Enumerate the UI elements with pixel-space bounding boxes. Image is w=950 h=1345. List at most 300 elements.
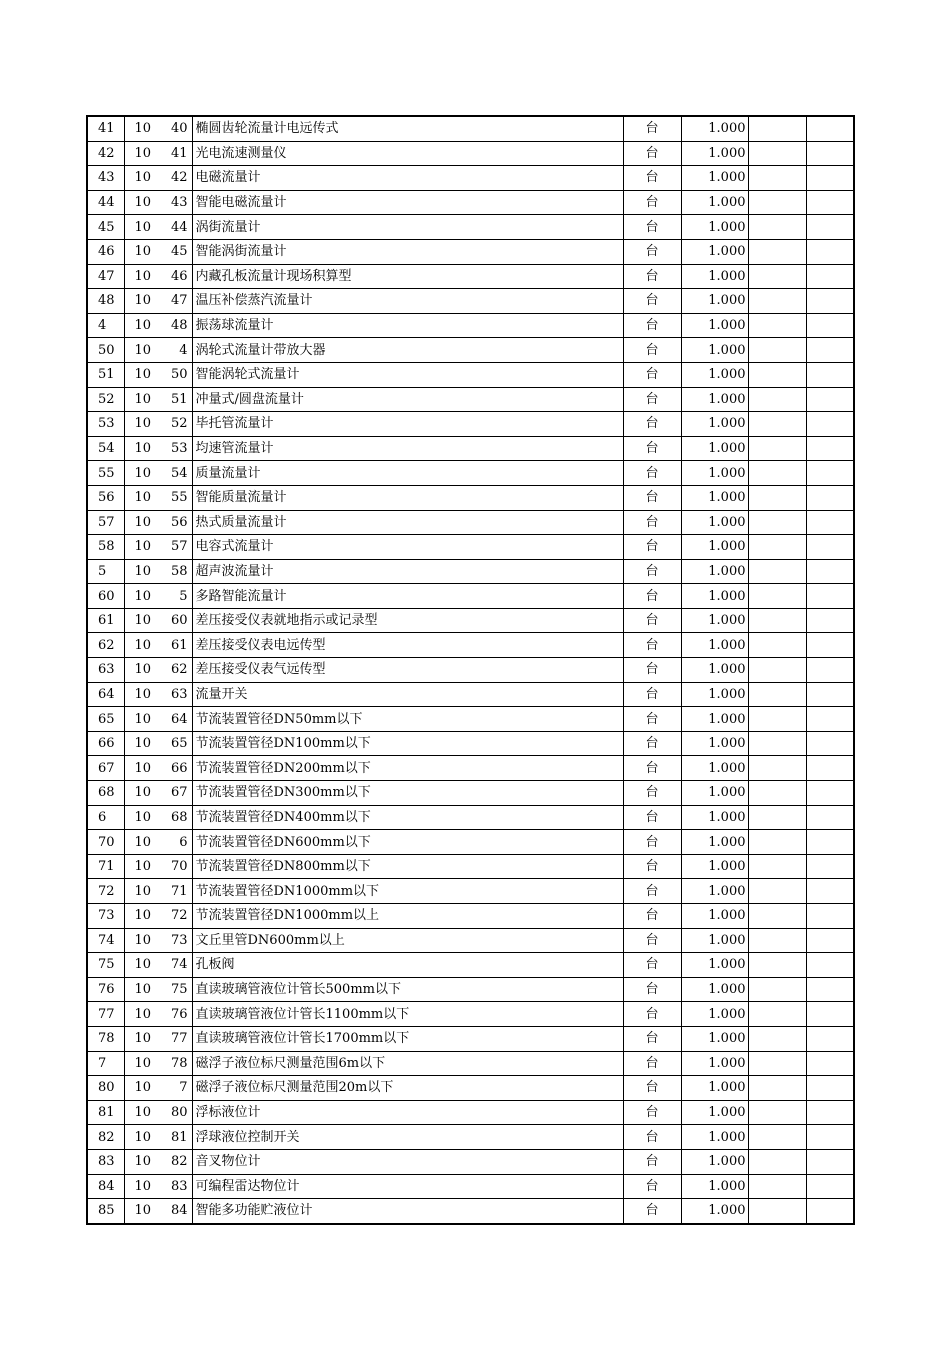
chapter-number-cell: 10 [124,510,161,535]
empty-cell [806,461,854,486]
unit-cell: 台 [623,1026,681,1051]
empty-cell [748,1026,806,1051]
quantity-cell: 1.000 [681,854,748,879]
chapter-number-cell: 10 [124,756,161,781]
item-name-cell: 孔板阀 [192,953,623,978]
empty-cell [748,461,806,486]
row-number-cell: 64 [87,682,124,707]
empty-cell [806,781,854,806]
row-number-cell: 74 [87,928,124,953]
empty-cell [806,756,854,781]
item-name-cell: 热式质量流量计 [192,510,623,535]
item-name-cell: 多路智能流量计 [192,584,623,609]
empty-cell [806,633,854,658]
empty-cell [748,141,806,166]
table-row [87,1051,854,1076]
item-name-cell: 直读玻璃管液位计管长500mm以下 [192,977,623,1002]
empty-cell [806,559,854,584]
quantity-cell: 1.000 [681,584,748,609]
row-number-cell: 55 [87,461,124,486]
item-number-cell: 65 [161,731,192,756]
unit-cell: 台 [623,510,681,535]
quantity-cell: 1.000 [681,608,748,633]
item-number-cell: 83 [161,1174,192,1199]
unit-cell: 台 [623,756,681,781]
quantity-cell: 1.000 [681,805,748,830]
quantity-cell: 1.000 [681,1051,748,1076]
empty-cell [806,830,854,855]
empty-cell [806,485,854,510]
table-row [87,608,854,633]
item-number-cell: 64 [161,707,192,732]
row-number-cell: 6 [87,805,124,830]
empty-cell [806,1100,854,1125]
chapter-number-cell: 10 [124,141,161,166]
chapter-number-cell: 10 [124,633,161,658]
quantity-cell: 1.000 [681,166,748,191]
empty-cell [806,1002,854,1027]
row-number-cell: 63 [87,658,124,683]
empty-cell [748,658,806,683]
table-row [87,1174,854,1199]
item-name-cell: 节流装置管径DN800mm以下 [192,854,623,879]
empty-cell [806,584,854,609]
empty-cell [806,166,854,191]
item-number-cell: 57 [161,535,192,560]
table-row [87,953,854,978]
empty-cell [806,116,854,141]
item-number-cell: 67 [161,781,192,806]
empty-cell [748,756,806,781]
item-name-cell: 磁浮子液位标尺测量范围20m以下 [192,1076,623,1101]
quantity-cell: 1.000 [681,682,748,707]
empty-cell [806,1149,854,1174]
item-name-cell: 节流装置管径DN300mm以下 [192,781,623,806]
chapter-number-cell: 10 [124,584,161,609]
empty-cell [806,412,854,437]
empty-cell [806,1174,854,1199]
table-row [87,731,854,756]
quantity-cell: 1.000 [681,879,748,904]
item-number-cell: 76 [161,1002,192,1027]
row-number-cell: 5 [87,559,124,584]
item-number-cell: 50 [161,362,192,387]
empty-cell [748,953,806,978]
row-number-cell: 60 [87,584,124,609]
empty-cell [748,535,806,560]
item-name-cell: 节流装置管径DN1000mm以上 [192,904,623,929]
unit-cell: 台 [623,1100,681,1125]
chapter-number-cell: 10 [124,362,161,387]
item-number-cell: 81 [161,1125,192,1150]
table-row [87,559,854,584]
chapter-number-cell: 10 [124,190,161,215]
item-number-cell: 56 [161,510,192,535]
empty-cell [806,362,854,387]
item-number-cell: 46 [161,264,192,289]
quantity-cell: 1.000 [681,904,748,929]
table-row [87,362,854,387]
item-number-cell: 74 [161,953,192,978]
row-number-cell: 61 [87,608,124,633]
item-name-cell: 椭圆齿轮流量计电远传式 [192,116,623,141]
table-row [87,781,854,806]
row-number-cell: 81 [87,1100,124,1125]
empty-cell [748,977,806,1002]
item-name-cell: 节流装置管径DN50mm以下 [192,707,623,732]
item-name-cell: 节流装置管径DN600mm以下 [192,830,623,855]
table-body [87,116,854,1224]
quantity-cell: 1.000 [681,116,748,141]
chapter-number-cell: 10 [124,1149,161,1174]
row-number-cell: 80 [87,1076,124,1101]
row-number-cell: 48 [87,289,124,314]
unit-cell: 台 [623,854,681,879]
unit-cell: 台 [623,1199,681,1224]
item-name-cell: 智能涡轮式流量计 [192,362,623,387]
table-row [87,436,854,461]
quantity-cell: 1.000 [681,781,748,806]
quantity-cell: 1.000 [681,1076,748,1101]
empty-cell [748,854,806,879]
chapter-number-cell: 10 [124,166,161,191]
chapter-number-cell: 10 [124,313,161,338]
empty-cell [748,633,806,658]
unit-cell: 台 [623,953,681,978]
item-number-cell: 55 [161,485,192,510]
item-name-cell: 差压接受仪表电远传型 [192,633,623,658]
item-name-cell: 浮标液位计 [192,1100,623,1125]
chapter-number-cell: 10 [124,781,161,806]
table-row [87,1149,854,1174]
unit-cell: 台 [623,215,681,240]
table-row [87,928,854,953]
table-row [87,166,854,191]
row-number-cell: 54 [87,436,124,461]
table-row [87,535,854,560]
empty-cell [748,510,806,535]
unit-cell: 台 [623,313,681,338]
unit-cell: 台 [623,1149,681,1174]
table-row [87,1125,854,1150]
table-row [87,338,854,363]
item-name-cell: 振荡球流量计 [192,313,623,338]
empty-cell [806,904,854,929]
row-number-cell: 56 [87,485,124,510]
empty-cell [748,1149,806,1174]
quantity-cell: 1.000 [681,215,748,240]
quantity-cell: 1.000 [681,1149,748,1174]
unit-cell: 台 [623,1174,681,1199]
item-number-cell: 77 [161,1026,192,1051]
quantity-cell: 1.000 [681,928,748,953]
item-number-cell: 4 [161,338,192,363]
empty-cell [748,904,806,929]
item-number-cell: 6 [161,830,192,855]
chapter-number-cell: 10 [124,928,161,953]
item-name-cell: 磁浮子液位标尺测量范围6m以下 [192,1051,623,1076]
quantity-cell: 1.000 [681,461,748,486]
table-row [87,756,854,781]
chapter-number-cell: 10 [124,412,161,437]
table-row [87,584,854,609]
item-number-cell: 43 [161,190,192,215]
chapter-number-cell: 10 [124,805,161,830]
table-row [87,633,854,658]
item-name-cell: 浮球液位控制开关 [192,1125,623,1150]
chapter-number-cell: 10 [124,461,161,486]
quantity-cell: 1.000 [681,658,748,683]
empty-cell [806,658,854,683]
unit-cell: 台 [623,1051,681,1076]
empty-cell [806,1051,854,1076]
item-number-cell: 66 [161,756,192,781]
table-row [87,658,854,683]
row-number-cell: 44 [87,190,124,215]
quantity-cell: 1.000 [681,362,748,387]
item-number-cell: 70 [161,854,192,879]
item-name-cell: 涡轮式流量计带放大器 [192,338,623,363]
table-row [87,707,854,732]
row-number-cell: 50 [87,338,124,363]
quantity-cell: 1.000 [681,190,748,215]
empty-cell [806,215,854,240]
item-name-cell: 差压接受仪表气远传型 [192,658,623,683]
quantity-cell: 1.000 [681,1174,748,1199]
table-row [87,215,854,240]
item-name-cell: 冲量式/圆盘流量计 [192,387,623,412]
quantity-cell: 1.000 [681,559,748,584]
quantity-cell: 1.000 [681,1100,748,1125]
empty-cell [748,928,806,953]
item-name-cell: 光电流速测量仪 [192,141,623,166]
row-number-cell: 42 [87,141,124,166]
item-number-cell: 80 [161,1100,192,1125]
quantity-cell: 1.000 [681,141,748,166]
empty-cell [748,584,806,609]
item-number-cell: 45 [161,239,192,264]
quantity-cell: 1.000 [681,953,748,978]
empty-cell [806,510,854,535]
unit-cell: 台 [623,658,681,683]
empty-cell [806,338,854,363]
quantity-cell: 1.000 [681,289,748,314]
item-name-cell: 超声波流量计 [192,559,623,584]
quantity-cell: 1.000 [681,756,748,781]
item-number-cell: 82 [161,1149,192,1174]
item-number-cell: 78 [161,1051,192,1076]
unit-cell: 台 [623,633,681,658]
row-number-cell: 71 [87,854,124,879]
empty-cell [806,1199,854,1224]
chapter-number-cell: 10 [124,116,161,141]
row-number-cell: 76 [87,977,124,1002]
empty-cell [806,854,854,879]
chapter-number-cell: 10 [124,1125,161,1150]
item-number-cell: 60 [161,608,192,633]
item-name-cell: 智能电磁流量计 [192,190,623,215]
chapter-number-cell: 10 [124,830,161,855]
item-number-cell: 68 [161,805,192,830]
unit-cell: 台 [623,264,681,289]
unit-cell: 台 [623,190,681,215]
empty-cell [748,682,806,707]
unit-cell: 台 [623,584,681,609]
empty-cell [806,707,854,732]
quantity-cell: 1.000 [681,338,748,363]
unit-cell: 台 [623,904,681,929]
quantity-cell: 1.000 [681,485,748,510]
quantity-cell: 1.000 [681,239,748,264]
table-row [87,682,854,707]
empty-cell [748,707,806,732]
table-row [87,904,854,929]
unit-cell: 台 [623,1076,681,1101]
empty-cell [748,1076,806,1101]
empty-cell [748,412,806,437]
unit-cell: 台 [623,830,681,855]
table-row [87,1002,854,1027]
empty-cell [748,781,806,806]
empty-cell [806,805,854,830]
chapter-number-cell: 10 [124,1199,161,1224]
empty-cell [748,485,806,510]
item-name-cell: 节流装置管径DN100mm以下 [192,731,623,756]
table-row [87,264,854,289]
item-number-cell: 7 [161,1076,192,1101]
chapter-number-cell: 10 [124,239,161,264]
row-number-cell: 84 [87,1174,124,1199]
unit-cell: 台 [623,485,681,510]
chapter-number-cell: 10 [124,535,161,560]
item-name-cell: 直读玻璃管液位计管长1700mm以下 [192,1026,623,1051]
row-number-cell: 47 [87,264,124,289]
item-name-cell: 流量开关 [192,682,623,707]
chapter-number-cell: 10 [124,264,161,289]
quantity-cell: 1.000 [681,1125,748,1150]
row-number-cell: 52 [87,387,124,412]
unit-cell: 台 [623,731,681,756]
row-number-cell: 73 [87,904,124,929]
item-number-cell: 51 [161,387,192,412]
item-number-cell: 54 [161,461,192,486]
item-number-cell: 53 [161,436,192,461]
table-row [87,1100,854,1125]
chapter-number-cell: 10 [124,338,161,363]
empty-cell [748,166,806,191]
chapter-number-cell: 10 [124,977,161,1002]
empty-cell [748,1125,806,1150]
item-number-cell: 72 [161,904,192,929]
item-number-cell: 63 [161,682,192,707]
quota-table [86,115,855,1225]
empty-cell [806,608,854,633]
quantity-cell: 1.000 [681,1199,748,1224]
item-number-cell: 84 [161,1199,192,1224]
chapter-number-cell: 10 [124,854,161,879]
table-row [87,313,854,338]
empty-cell [806,879,854,904]
unit-cell: 台 [623,928,681,953]
item-name-cell: 可编程雷达物位计 [192,1174,623,1199]
item-number-cell: 5 [161,584,192,609]
item-name-cell: 节流装置管径DN1000mm以下 [192,879,623,904]
item-name-cell: 节流装置管径DN400mm以下 [192,805,623,830]
item-number-cell: 47 [161,289,192,314]
item-number-cell: 62 [161,658,192,683]
empty-cell [748,264,806,289]
row-number-cell: 43 [87,166,124,191]
row-number-cell: 4 [87,313,124,338]
chapter-number-cell: 10 [124,953,161,978]
unit-cell: 台 [623,977,681,1002]
quantity-cell: 1.000 [681,707,748,732]
empty-cell [748,830,806,855]
table-row [87,854,854,879]
item-number-cell: 41 [161,141,192,166]
chapter-number-cell: 10 [124,608,161,633]
empty-cell [806,436,854,461]
empty-cell [748,879,806,904]
chapter-number-cell: 10 [124,485,161,510]
quantity-cell: 1.000 [681,436,748,461]
item-name-cell: 直读玻璃管液位计管长1100mm以下 [192,1002,623,1027]
chapter-number-cell: 10 [124,215,161,240]
item-number-cell: 75 [161,977,192,1002]
quantity-cell: 1.000 [681,1002,748,1027]
empty-cell [806,682,854,707]
table-row [87,412,854,437]
chapter-number-cell: 10 [124,1051,161,1076]
chapter-number-cell: 10 [124,879,161,904]
row-number-cell: 62 [87,633,124,658]
empty-cell [748,338,806,363]
unit-cell: 台 [623,879,681,904]
empty-cell [748,190,806,215]
quantity-cell: 1.000 [681,830,748,855]
unit-cell: 台 [623,116,681,141]
empty-cell [748,362,806,387]
row-number-cell: 51 [87,362,124,387]
empty-cell [748,215,806,240]
quantity-cell: 1.000 [681,535,748,560]
unit-cell: 台 [623,535,681,560]
table-row [87,239,854,264]
item-name-cell: 电磁流量计 [192,166,623,191]
empty-cell [748,1199,806,1224]
item-name-cell: 文丘里管DN600mm以上 [192,928,623,953]
row-number-cell: 7 [87,1051,124,1076]
empty-cell [806,928,854,953]
table-row [87,116,854,141]
item-number-cell: 52 [161,412,192,437]
unit-cell: 台 [623,805,681,830]
chapter-number-cell: 10 [124,1076,161,1101]
empty-cell [806,953,854,978]
empty-cell [806,313,854,338]
unit-cell: 台 [623,166,681,191]
empty-cell [748,731,806,756]
empty-cell [806,1125,854,1150]
table-row [87,485,854,510]
quantity-cell: 1.000 [681,1026,748,1051]
item-number-cell: 48 [161,313,192,338]
item-name-cell: 毕托管流量计 [192,412,623,437]
row-number-cell: 77 [87,1002,124,1027]
item-name-cell: 质量流量计 [192,461,623,486]
unit-cell: 台 [623,412,681,437]
chapter-number-cell: 10 [124,559,161,584]
